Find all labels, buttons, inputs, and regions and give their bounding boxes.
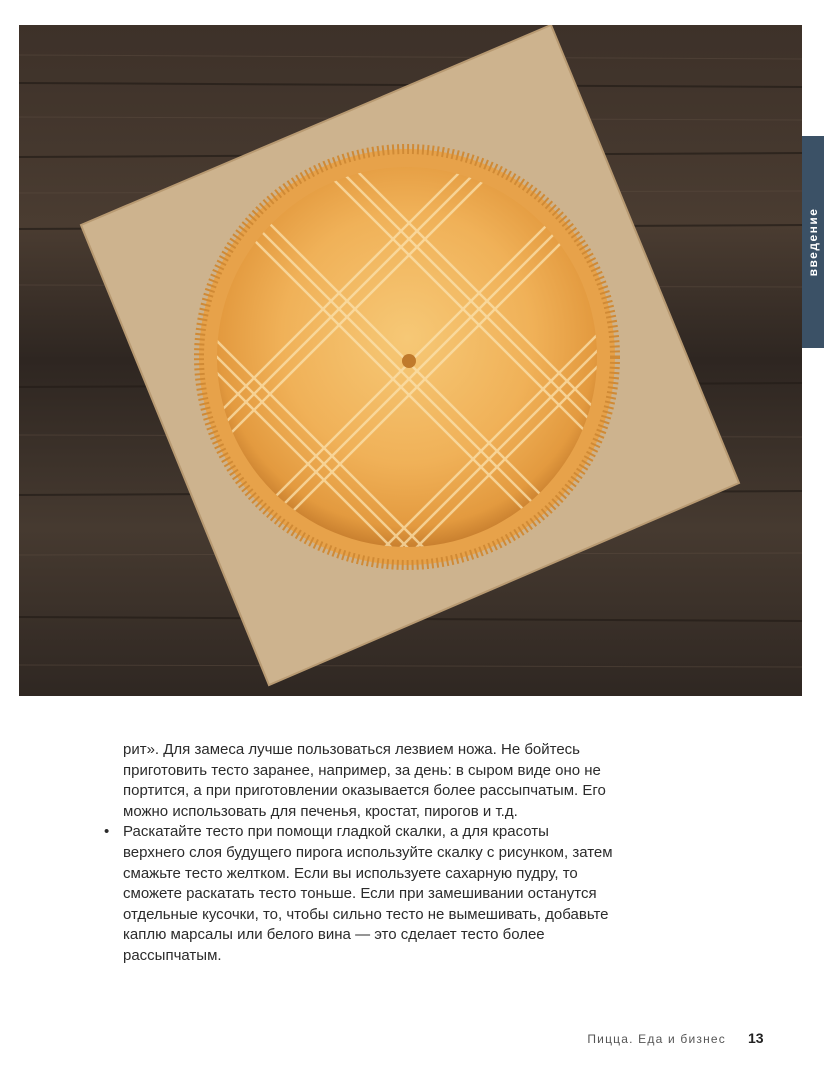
section-tab[interactable]: [802, 136, 824, 348]
bullet-item: [104, 822, 613, 966]
running-footer-title: Пицца. Еда и бизнес: [587, 1032, 726, 1046]
paragraph: рит». Для замеса лучше пользоваться лезвием ножа. Не бойтесь приготовить тесто заранее, например, за день: в сыром виде оно не портится, а при приготовлении оказывается более рассыпчатым. Его можно использовать для печенья, кростат, пирогов и т.д.: [123, 741, 606, 820]
bullet-icon: •: [104, 823, 110, 841]
section-tab-label: введение: [806, 207, 820, 277]
page-number: 13: [748, 1030, 764, 1046]
body-text: [104, 740, 613, 967]
bullet-text: Раскатайте тесто при помощи гладкой скалки, а для красоты верхнего слоя будущего пирога используйте скалку с рисунком, затем смажьте тесто желтком. Если вы используете сахарную пудру, то сможете раскатать тесто тоньше. Если при замешивании останутся отдельные кусочки, то, чтобы сильно тесто не вымешивать, добавьте каплю марсалы или белого вина — это сделает тесто более рассыпчатым.: [123, 823, 613, 964]
pie-photo: [19, 25, 802, 696]
